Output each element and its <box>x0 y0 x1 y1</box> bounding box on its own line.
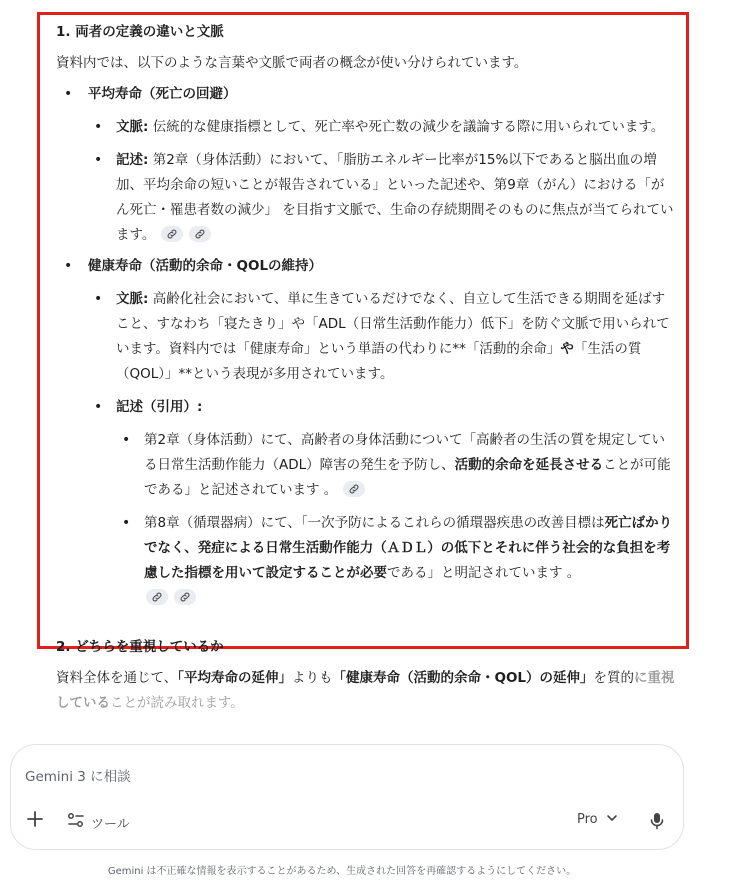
section2-bold-a: 「平均寿命の延伸」 <box>177 670 292 686</box>
quote-list <box>116 428 676 611</box>
section2-text-b: よりも <box>291 670 333 686</box>
model-label: Pro <box>577 812 598 827</box>
source-link-icon[interactable] <box>161 226 183 242</box>
list-item-average-lifespan <box>56 82 676 248</box>
item2-context-label: 文脈: <box>116 291 149 307</box>
item2-context-bold: や <box>560 341 574 357</box>
tools-button[interactable] <box>67 812 130 832</box>
source-link-icon[interactable] <box>146 589 168 605</box>
list-item <box>88 115 676 140</box>
definition-list <box>56 82 676 611</box>
prompt-input[interactable]: Gemini 3 に相談 <box>25 769 131 785</box>
model-selector[interactable] <box>577 812 618 827</box>
item1-desc-label: 記述: <box>116 152 149 168</box>
prompt-composer[interactable] <box>10 744 684 850</box>
item1-context-label: 文脈: <box>116 119 149 135</box>
list-item <box>116 511 676 611</box>
quote1-bold: 活動的余命を延長させる <box>454 457 604 473</box>
source-link-icon[interactable] <box>189 226 211 242</box>
item2-title: 健康寿命（活動的余命・QOLの維持） <box>88 258 323 274</box>
section2-text-a: 資料全体を通じて、 <box>56 670 178 686</box>
list-item <box>88 395 676 611</box>
quote1-text-b: ことが可能である」と記述されています 。 <box>144 457 671 498</box>
item2-desc-label: 記述（引用）: <box>116 399 203 415</box>
source-link-icon[interactable] <box>343 481 365 497</box>
source-link-icon[interactable] <box>174 589 196 605</box>
quote2-text-a: 第8章（循環器病）にて、「一次予防によるこれらの循環器疾患の改善目標は <box>144 515 605 531</box>
item1-sublist <box>88 115 676 248</box>
section2-bold-c: に重視している <box>56 670 675 711</box>
chevron-down-icon <box>606 812 618 827</box>
microphone-icon[interactable] <box>649 811 665 835</box>
add-icon[interactable] <box>25 809 45 829</box>
item2-sublist <box>88 287 676 611</box>
item1-title: 平均寿命（死亡の回避） <box>88 86 237 102</box>
quote2-bold: 死亡ばかりでなく、発症による日常生活動作能力（ＡＤＬ）の低下とそれに伴う社会的な負担を考慮した指標を用いて設定することが必要 <box>144 515 673 581</box>
list-item <box>88 148 676 248</box>
section2-bold-b: 「健康寿命（活動的余命・QOL）の延伸」 <box>332 670 594 686</box>
list-item <box>88 287 676 387</box>
tools-label: ツール <box>91 816 130 832</box>
section1-heading: 1. 両者の定義の違いと文脈 <box>56 24 224 40</box>
list-item-healthy-lifespan <box>56 254 676 611</box>
item1-context-text: 伝統的な健康指標として、死亡率や死亡数の減少を議論する際に用いられています。 <box>148 119 665 135</box>
section2-text-d: ことが読み取れます。 <box>110 695 244 711</box>
list-item <box>116 428 676 503</box>
quote2-text-b: である」と明記されています 。 <box>387 565 581 581</box>
section2-text-c: を質的 <box>593 670 635 686</box>
section2-heading: 2. どちらを重視しているか <box>56 639 224 655</box>
item2-context-text-b: 「生活の質（QOL）」**という表現が多用されています。 <box>116 341 642 382</box>
item1-desc-text: 第2章（身体活動）において、「脂肪エネルギー比率が15%以下であると脳出血の増加、平均余命の短いことが報告されている」といった記述や、第9章（がん）における「がん死亡・罹患者数の減少」 を目指す文脈で、生命の存続期間そのものに焦点が当てられています。 <box>116 152 674 243</box>
quote1-text-a: 第2章（身体活動）にて、高齢者の身体活動について「高齢者の生活の質を規定している日常生活動作能力（ADL）障害の発生を予防し、 <box>144 432 666 473</box>
section2-text <box>56 666 676 716</box>
response-content <box>56 20 676 716</box>
item2-context-text-a: 高齢化社会において、単に生きているだけでなく、自立して生活できる期間を延ばすこと、すなわち「寝たきり」や「ADL（日常生活動作能力）低下」を防ぐ文脈で用いられています。資料内では「健康寿命」という単語の代わりに**「活動的余命」 <box>116 291 670 357</box>
disclaimer-text: Gemini は不正確な情報を表示することがあるため、生成された回答を再確認するようにしてください。 <box>107 866 577 877</box>
section1-intro: 資料内では、以下のような言葉や文脈で両者の概念が使い分けられています。 <box>56 55 528 71</box>
section2 <box>56 635 676 716</box>
tools-icon <box>67 812 85 832</box>
